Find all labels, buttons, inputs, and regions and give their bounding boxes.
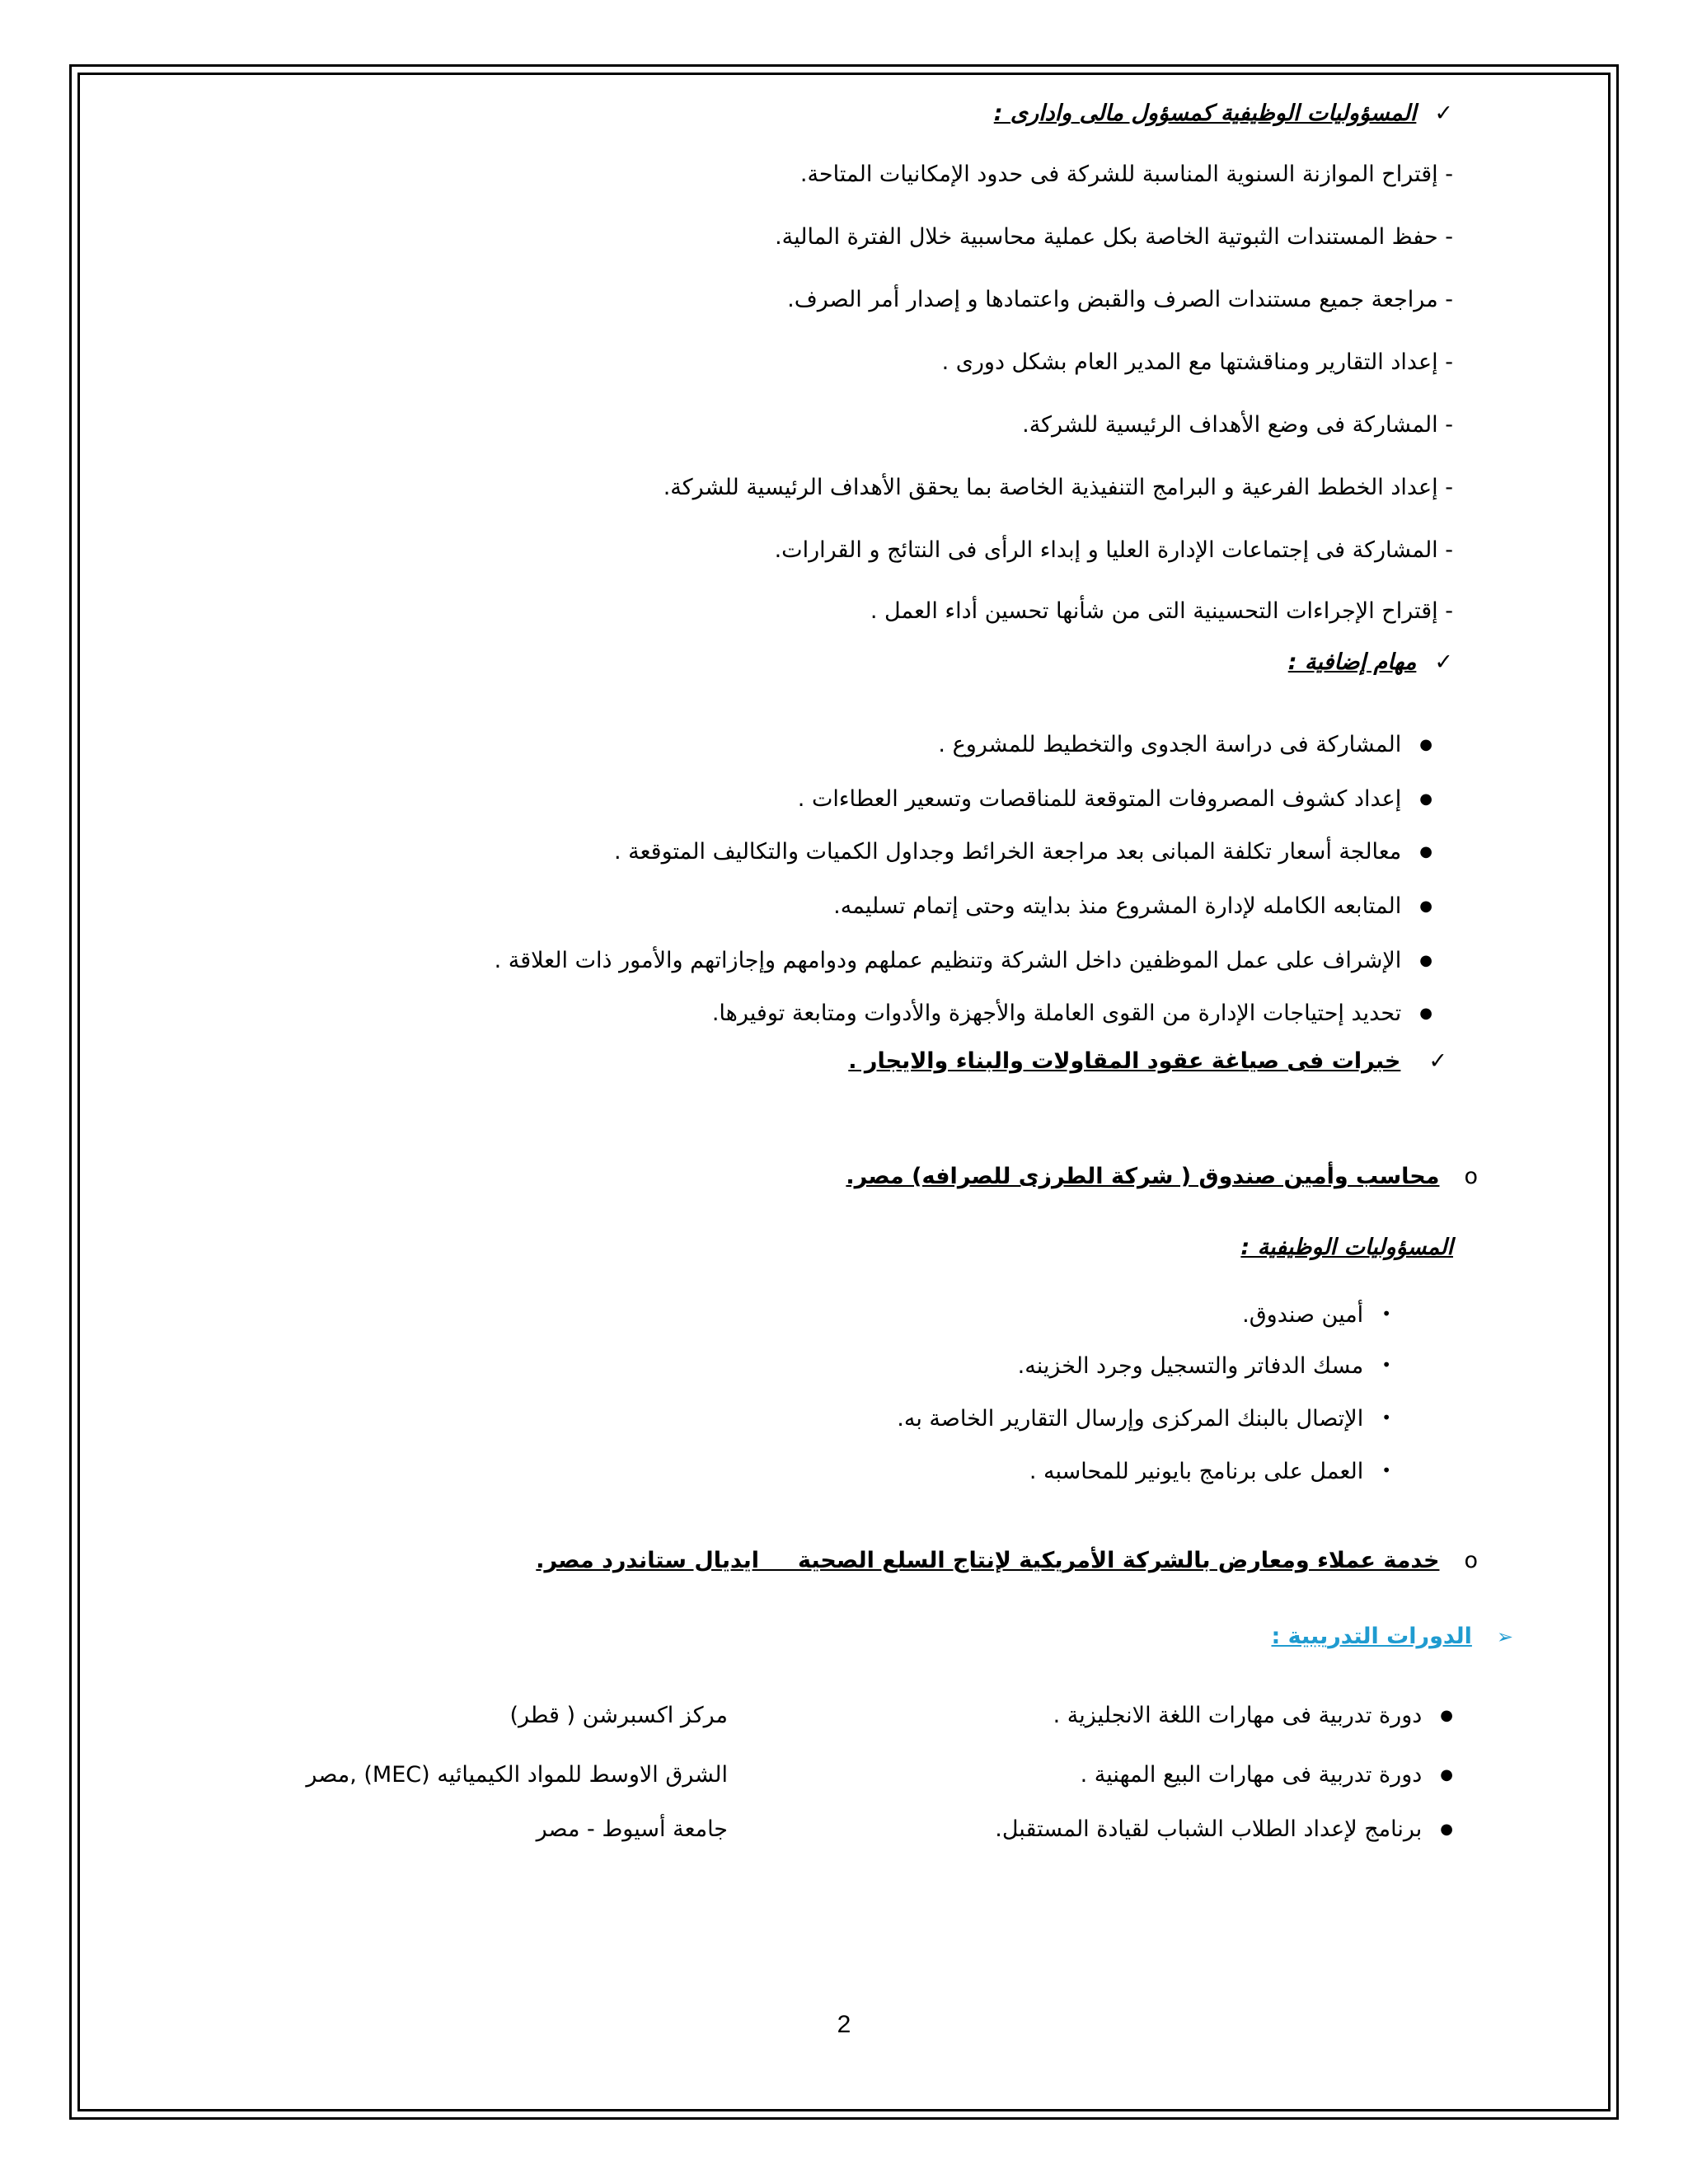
list-item: - مراجعة جميع مستندات الصرف والقبض واعتمادها و إصدار أمر الصرف. (787, 287, 1453, 312)
page-number: 2 (837, 2011, 851, 2038)
bullet-icon: ● (1419, 843, 1432, 860)
bullet-icon: • (1381, 1408, 1391, 1427)
experience-contracts-heading: ✓خبرات فى صياغة عقود المقاولات والبناء والايجار . (848, 1045, 1447, 1078)
list-item: - إعداد التقارير ومناقشتها مع المدير العام بشكل دورى . (941, 349, 1453, 375)
bullet-icon: ● (1440, 1707, 1453, 1724)
list-item: ●معالجة أسعار تكلفة المبانى بعد مراجعة الخرائط وجداول الكميات والتكاليف المتوقعة . (614, 836, 1432, 869)
training-place: الشرق الاوسط للمواد الكيميائيه (MEC) ,مصر (306, 1762, 728, 1788)
list-item: - إعداد الخطط الفرعية و البرامج التنفيذية الخاصة بما يحقق الأهداف الرئيسية للشركة. (663, 475, 1453, 500)
circle-bullet-icon: o (1464, 1164, 1478, 1189)
bullet-icon: ● (1419, 736, 1432, 753)
list-item: •العمل على برنامج بايونير للمحاسبه . (1029, 1454, 1391, 1488)
bullet-icon: • (1381, 1304, 1391, 1324)
training-place: مركز اكسبرشن ( قطر) (509, 1703, 728, 1728)
bullet-icon: ● (1419, 1005, 1432, 1022)
job-title-cashier: oمحاسب وأمين صندوق ( شركة الطرزى للصرافه) مصر. (846, 1160, 1478, 1193)
list-item: - إقتراح الإجراءات التحسينية التى من شأنها تحسين أداء العمل . (870, 598, 1453, 624)
training-course: ●دورة تدربية فى مهارات البيع المهنية . (1081, 1759, 1453, 1792)
bullet-icon: • (1381, 1460, 1391, 1480)
list-item: ●الإشراف على عمل الموظفين داخل الشركة وتنظيم عملهم ودوامهم وإجازاتهم والأمور ذات العلاقة . (495, 944, 1432, 977)
checkmark-icon: ✓ (1434, 101, 1453, 126)
bullet-icon: ● (1419, 898, 1432, 915)
list-item: - إقتراح الموازنة السنوية المناسبة للشركة فى حدود الإمكانيات المتاحة. (799, 162, 1453, 187)
checkmark-icon: ✓ (1428, 1048, 1447, 1074)
list-item: - حفظ المستندات الثبوتية الخاصة بكل عملية محاسبية خلال الفترة المالية. (775, 224, 1453, 250)
circle-bullet-icon: o (1464, 1548, 1478, 1573)
training-heading: ➢الدورات التدريبية : (1271, 1620, 1513, 1653)
list-item: •أمين صندوق. (1242, 1297, 1391, 1332)
list-item: •مسك الدفاتر والتسجيل وجرد الخزينه. (1018, 1348, 1391, 1383)
bullet-icon: ● (1440, 1766, 1453, 1783)
list-item: •الإتصال بالبنك المركزى وإرسال التقارير الخاصة به. (897, 1401, 1391, 1436)
list-item: - المشاركة فى وضع الأهداف الرئيسية للشركة. (1022, 412, 1453, 438)
bullet-icon: ● (1419, 952, 1432, 969)
job-title-customer-service: oخدمة عملاء ومعارض بالشركة الأمريكية لإنتاج السلع الصحية ايديال ستاندرد مصر. (536, 1544, 1478, 1577)
list-item: ●المتابعه الكامله لإدارة المشروع منذ بدايته وحتى إتمام تسليمه. (833, 890, 1432, 923)
list-item: ●المشاركة فى دراسة الجدوى والتخطيط للمشروع . (938, 729, 1432, 762)
list-item: ●تحديد إحتياجات الإدارة من القوى العاملة والأجهزة والأدوات ومتابعة توفيرها. (712, 997, 1432, 1030)
arrow-bullet-icon: ➢ (1496, 1625, 1513, 1648)
training-place: جامعة أسيوط - مصر (536, 1816, 728, 1842)
bullet-icon: ● (1419, 790, 1432, 808)
bullet-icon: ● (1440, 1821, 1453, 1838)
section-heading-additional-tasks: ✓مهام إضافية : (1288, 646, 1453, 679)
list-item: ●إعداد كشوف المصروفات المتوقعة للمناقصات وتسعير العطاءات . (798, 783, 1432, 816)
training-course: ●دورة تدربية فى مهارات اللغة الانجليزية . (1053, 1699, 1453, 1732)
job-responsibilities-heading: المسؤوليات الوظيفية : (1240, 1235, 1453, 1260)
list-item: - المشاركة فى إجتماعات الإدارة العليا و إبداء الرأى فى النتائج و القرارات. (774, 537, 1453, 563)
bullet-icon: • (1381, 1355, 1391, 1375)
training-course: ●برنامج لإعداد الطلاب الشباب لقيادة المستقبل. (995, 1813, 1453, 1846)
checkmark-icon: ✓ (1434, 649, 1453, 675)
section-heading-financial-admin: ✓المسؤوليات الوظيفية كمسؤول مالى وادارى : (994, 97, 1453, 130)
